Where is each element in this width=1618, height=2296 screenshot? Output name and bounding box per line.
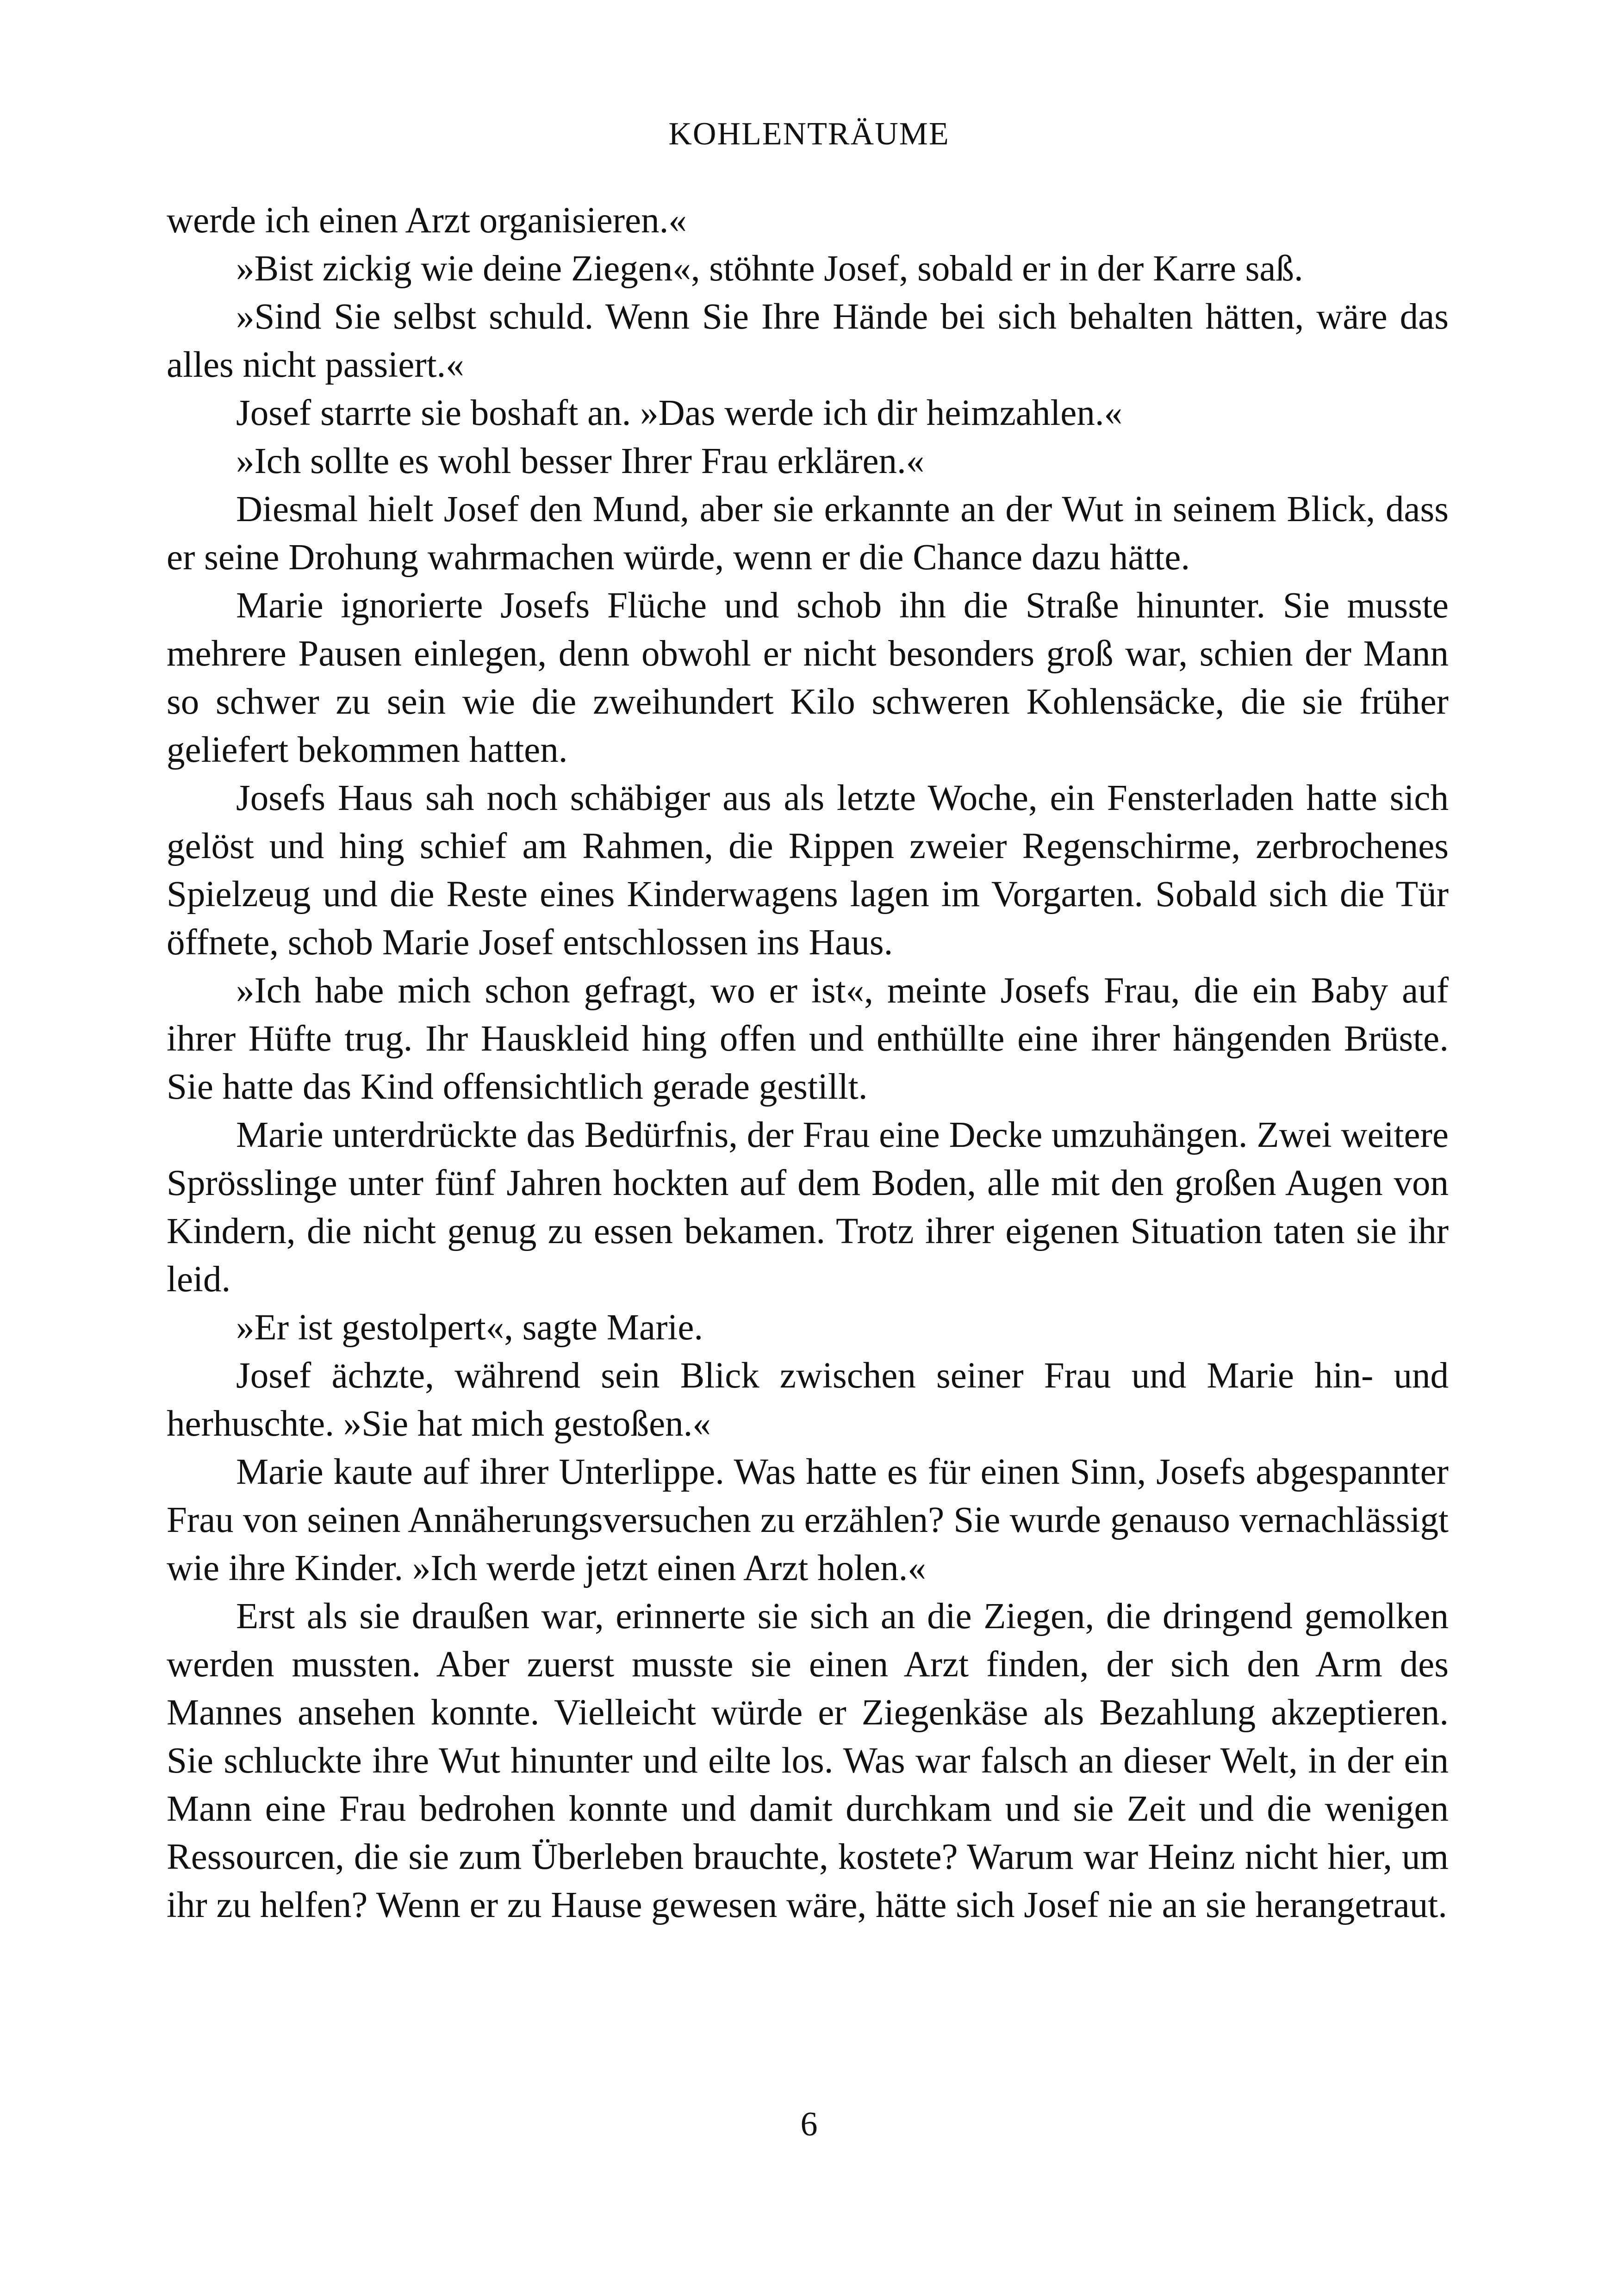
paragraph: Josef starrte sie boshaft an. »Das werde ich dir heimzahlen.«: [236, 393, 1123, 433]
paragraph: Josef ächzte, während sein Blick zwischen seiner Frau und Marie hin- und herhuschte. »Sie hat mich gestoßen.«: [167, 1356, 1449, 1444]
page-number: 6: [800, 2105, 818, 2143]
paragraph: Diesmal hielt Josef den Mund, aber sie erkannte an der Wut in seinem Blick, dass er seine Drohung wahrmachen würde, wenn er die Chance dazu hätte.: [167, 489, 1449, 578]
paragraph: »Ich habe mich schon gefragt, wo er ist«, meinte Josefs Frau, die ein Baby auf ihrer Hüfte trug. Ihr Hauskleid hing offen und enthüllte eine ihrer hängenden Brüste. Sie hatte das Kind offensichtlich gerade gestillt.: [167, 971, 1449, 1107]
paragraph: Marie kaute auf ihrer Unterlippe. Was hatte es für einen Sinn, Josefs abgespannter Frau von seinen Annäherungsversuchen zu erzählen? Sie wurde genauso vernachlässigt wie ihre Kinder. »Ich werde jetzt einen Arzt holen.«: [167, 1452, 1449, 1588]
running-head: KOHLENTRÄUME: [668, 116, 950, 152]
paragraph: Marie unterdrückte das Bedürfnis, der Frau eine Decke umzuhängen. Zwei weitere Sprösslinge unter fünf Jahren hockten auf dem Boden, alle mit den großen Augen von Kindern, die nicht genug zu essen bekamen. Trotz ihrer eigenen Situation taten sie ihr leid.: [167, 1115, 1449, 1300]
paragraph: Josefs Haus sah noch schäbiger aus als letzte Woche, ein Fensterladen hatte sich gelöst und hing schief am Rahmen, die Rippen zweier Regenschirme, zerbrochenes Spielzeug und die Reste eines Kinderwagens lagen im Vorgarten. Sobald sich die Tür öffnete, schob Marie Josef entschlossen ins Haus.: [167, 778, 1449, 963]
paragraph: »Ich sollte es wohl besser Ihrer Frau erklären.«: [236, 441, 925, 481]
paragraph: »Er ist gestolpert«, sagte Marie.: [236, 1307, 703, 1348]
paragraph: Marie ignorierte Josefs Flüche und schob ihn die Straße hinunter. Sie musste mehrere Pausen einlegen, denn obwohl er nicht besonders groß war, schien der Mann so schwer zu sein wie die zweihundert Kilo schweren Kohlensäcke, die sie früher geliefert bekommen hatten.: [167, 585, 1449, 770]
body-text: [167, 197, 1449, 1929]
paragraph: Erst als sie draußen war, erinnerte sie sich an die Ziegen, die dringend gemolken werden mussten. Aber zuerst musste sie einen Arzt finden, der sich den Arm des Mannes ansehen konnte. Vielleicht würde er Ziegenkäse als Bezahlung akzeptieren. Sie schluckte ihre Wut hinunter und eilte los. Was war falsch an dieser Welt, in der ein Mann eine Frau bedrohen konnte und damit durchkam und sie Zeit und die wenigen Ressourcen, die sie zum Überleben brauchte, kostete? Warum war Heinz nicht hier, um ihr zu helfen? Wenn er zu Hause gewesen wäre, hätte sich Josef nie an sie herangetraut.: [167, 1596, 1449, 1925]
paragraph: »Sind Sie selbst schuld. Wenn Sie Ihre Hände bei sich behalten hätten, wäre das alles nicht passiert.«: [167, 297, 1449, 385]
paragraph-continuation: werde ich einen Arzt organisieren.«: [167, 200, 687, 241]
paragraph: »Bist zickig wie deine Ziegen«, stöhnte Josef, sobald er in der Karre saß.: [236, 249, 1303, 289]
